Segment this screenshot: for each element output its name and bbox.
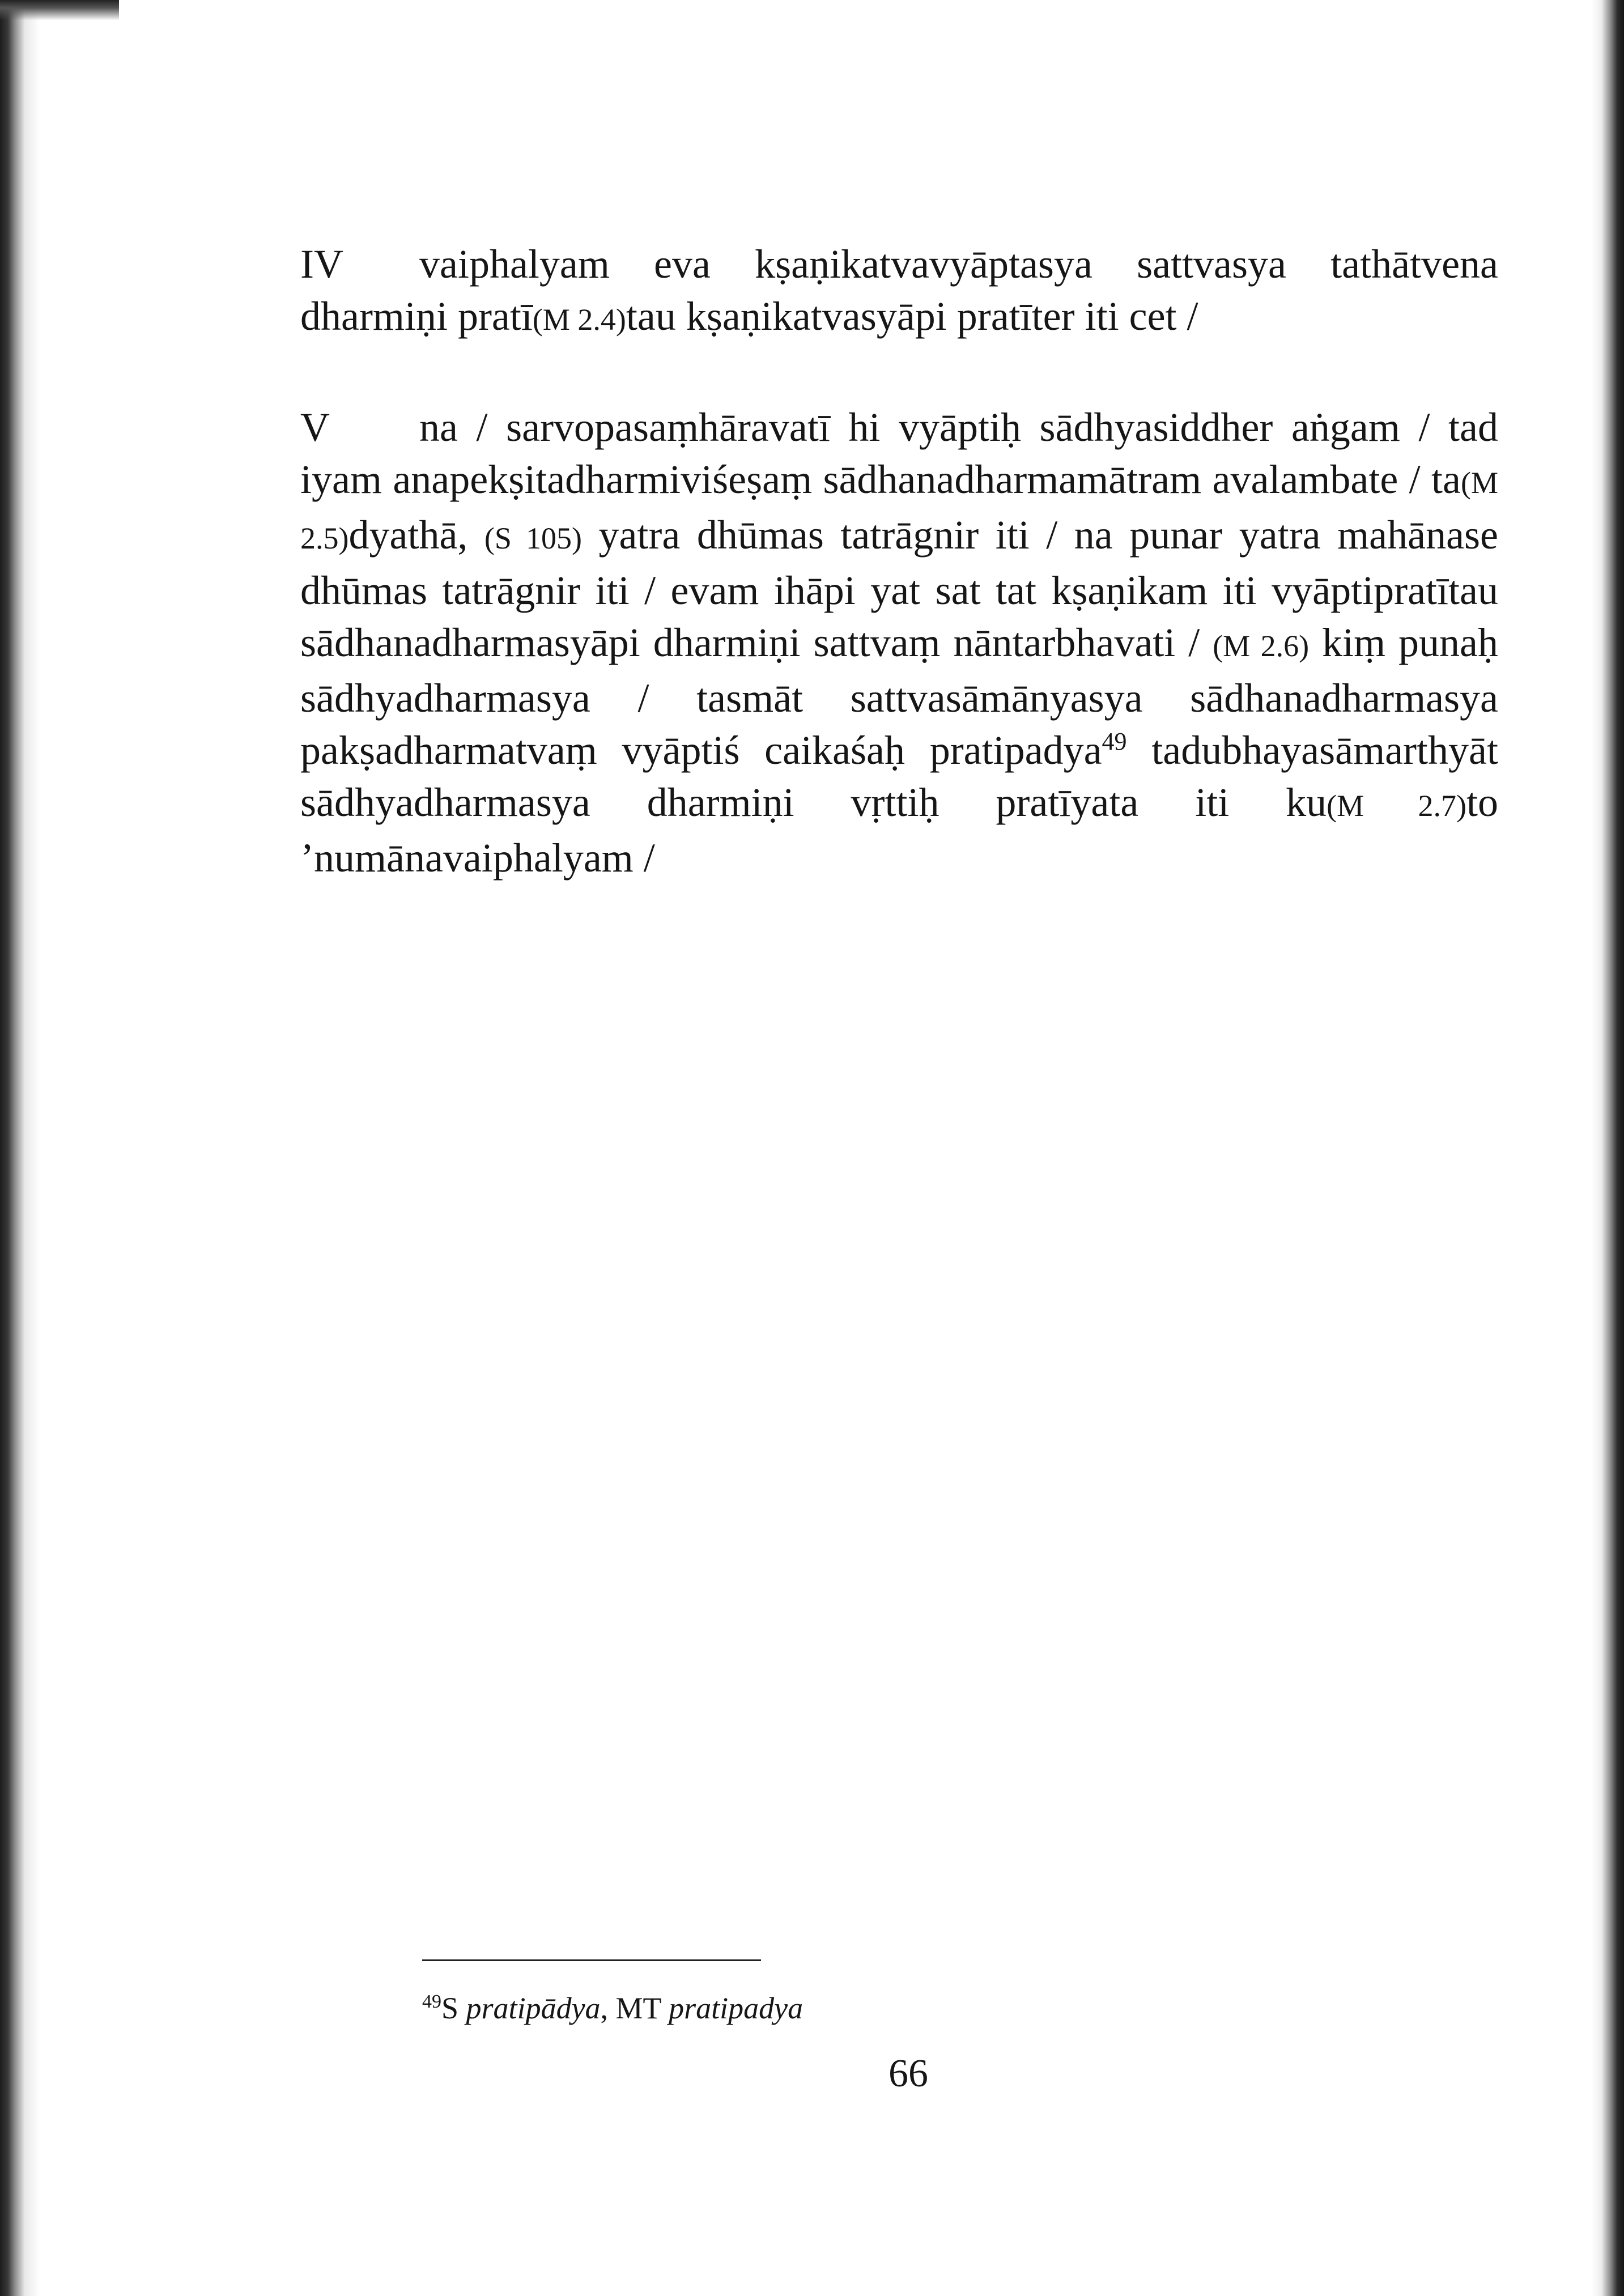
paragraph-text: kiṃ punaḥ sādhyadharmasya / tasmāt sattvasāmānyasya sādhanadharmasya pakṣadharmatvaṃ vyāptiś caikaśaḥ pratipadya	[300, 620, 1498, 773]
scan-edge-right	[1591, 0, 1624, 2296]
paragraph-text: tau kṣaṇikatvasyāpi pratīter iti cet /	[626, 294, 1198, 339]
paragraph-text: tadubhayasāmarthyāt sādhyadharmasya dharmiṇi vṛttiḥ pratīyata iti ku	[300, 728, 1498, 825]
footnote-reading: pratipādya	[466, 1991, 601, 2025]
scan-edge-top-left	[0, 0, 119, 20]
footnote-reading: pratipadya	[669, 1991, 804, 2025]
scan-edge-left	[0, 0, 40, 2296]
paragraph-number: IV	[300, 241, 343, 287]
footnote-separator: ,	[600, 1991, 616, 2025]
paragraph-text: na / sarvopasaṃhāravatī hi vyāptiḥ sādhyasiddher aṅgam / tad iyam anapekṣitadharmiviśeṣaṃ sādhanadharmamātram avalambate / ta	[300, 405, 1498, 502]
manuscript-ref: (M 2.7)	[1327, 789, 1466, 823]
footnote-divider	[422, 1959, 761, 1961]
paragraph-iv	[300, 238, 1498, 346]
manuscript-ref: (S 105)	[484, 521, 582, 555]
footnote	[422, 1990, 803, 2026]
paragraph-v	[300, 401, 1498, 884]
manuscript-ref: (M 2.6)	[1213, 629, 1310, 663]
footnote-source: MT	[615, 1991, 661, 2025]
paragraph-text: dyathā,	[348, 512, 484, 558]
paragraph-number: V	[300, 405, 330, 450]
page-number: 66	[888, 2052, 928, 2095]
footnote-source: S	[441, 1991, 459, 2025]
footnote-number: 49	[422, 1991, 441, 2012]
paragraph-text: to ’numānavaiphalyam /	[300, 780, 1499, 881]
paragraph-text: yatra dhūmas tatrāgnir iti / na punar yatra mahānase dhūmas tatrāgnir iti / evam ihāpi yat sat tat kṣaṇikam iti vyāptipratītau sādhanadharmasyāpi dharmiṇi sattvaṃ nāntarbhavati /	[300, 512, 1498, 665]
manuscript-ref: (M 2.4)	[532, 303, 626, 337]
manuscript-ref: (M 2.5)	[300, 466, 1498, 555]
footnote-marker[interactable]: 49	[1102, 728, 1127, 755]
paragraph-text: vaiphalyam eva kṣaṇikatvavyāptasya sattvasya tathātvena dharmiṇi pratī	[300, 241, 1498, 339]
